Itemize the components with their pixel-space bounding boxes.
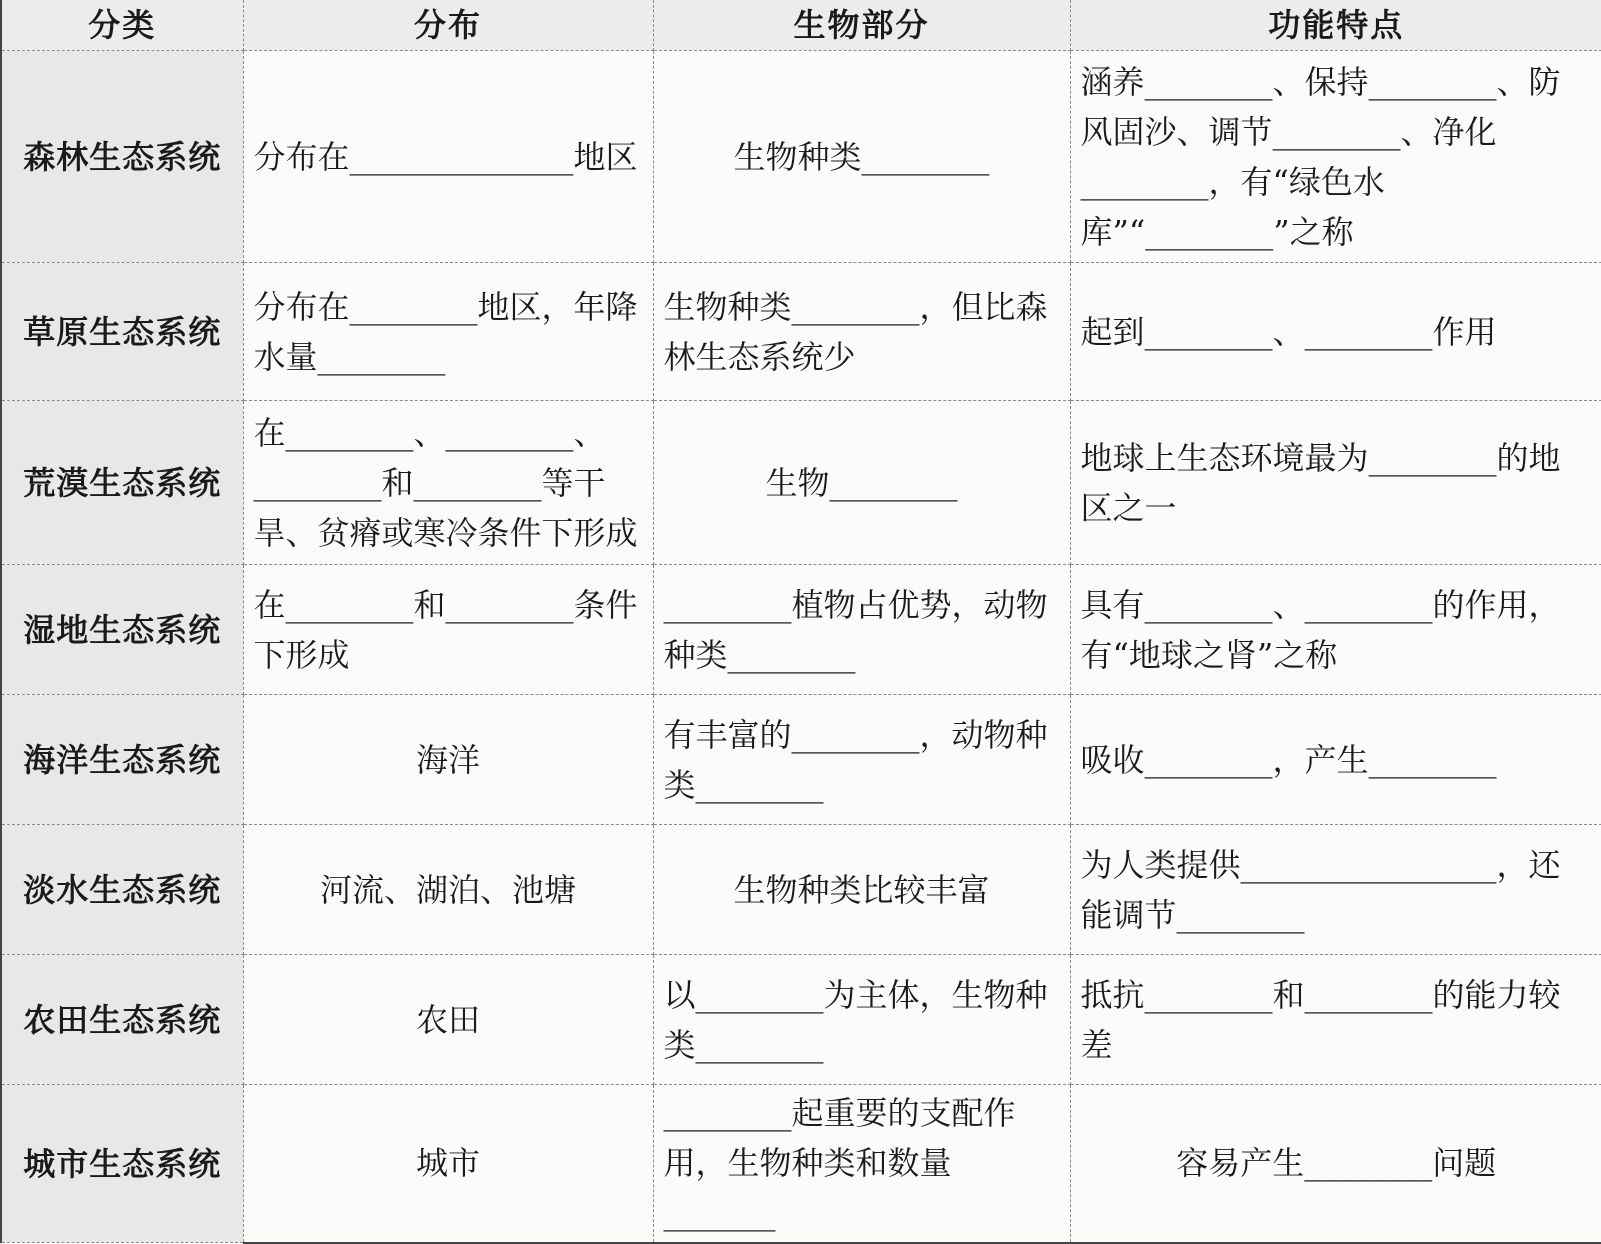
biology-cell: 生物种类________，但比森林生态系统少 — [653, 263, 1070, 401]
biology-cell: 有丰富的________，动物种类________ — [653, 695, 1070, 825]
row-category: 荒漠生态系统 — [1, 401, 243, 565]
row-category: 森林生态系统 — [1, 51, 243, 263]
biology-cell: 生物种类比较丰富 — [653, 825, 1070, 955]
header-category: 分类 — [1, 0, 243, 51]
row-category: 农田生态系统 — [1, 955, 243, 1085]
biology-cell: ________植物占优势，动物种类________ — [653, 565, 1070, 695]
table-row — [1, 955, 1601, 1085]
function-cell: 起到________、________作用 — [1070, 263, 1601, 401]
row-category: 淡水生态系统 — [1, 825, 243, 955]
distribution-cell: 在________、________、________和________等干旱、贫瘠或寒冷条件下形成 — [243, 401, 653, 565]
distribution-cell: 在________和________条件下形成 — [243, 565, 653, 695]
biology-cell: 生物________ — [653, 401, 1070, 565]
header-biology: 生物部分 — [653, 0, 1070, 51]
table-row — [1, 51, 1601, 263]
table-row — [1, 825, 1601, 955]
table-header-row — [1, 0, 1601, 51]
function-cell: 具有________、________的作用，有“地球之肾”之称 — [1070, 565, 1601, 695]
function-cell: 吸收________，产生________ — [1070, 695, 1601, 825]
function-cell: 地球上生态环境最为________的地区之一 — [1070, 401, 1601, 565]
header-function: 功能特点 — [1070, 0, 1601, 51]
row-category: 海洋生态系统 — [1, 695, 243, 825]
table-row — [1, 695, 1601, 825]
table-row — [1, 401, 1601, 565]
table-row — [1, 565, 1601, 695]
function-cell: 涵养________、保持________、防风固沙、调节________、净化________，有“绿色水库”“________”之称 — [1070, 51, 1601, 263]
header-distribution: 分布 — [243, 0, 653, 51]
distribution-cell: 分布在________地区，年降水量________ — [243, 263, 653, 401]
function-cell: 容易产生________问题 — [1070, 1085, 1601, 1243]
distribution-cell: 城市 — [243, 1085, 653, 1243]
row-category: 草原生态系统 — [1, 263, 243, 401]
function-cell: 为人类提供________________，还能调节________ — [1070, 825, 1601, 955]
row-category: 湿地生态系统 — [1, 565, 243, 695]
distribution-cell: 分布在______________地区 — [243, 51, 653, 263]
distribution-cell: 农田 — [243, 955, 653, 1085]
distribution-cell: 河流、湖泊、池塘 — [243, 825, 653, 955]
row-category: 城市生态系统 — [1, 1085, 243, 1243]
biology-cell: 生物种类________ — [653, 51, 1070, 263]
biology-cell: ________起重要的支配作用，生物种类和数量_______ — [653, 1085, 1070, 1243]
table-row — [1, 1085, 1601, 1243]
table-row — [1, 263, 1601, 401]
biology-cell: 以________为主体，生物种类________ — [653, 955, 1070, 1085]
function-cell: 抵抗________和________的能力较差 — [1070, 955, 1601, 1085]
distribution-cell: 海洋 — [243, 695, 653, 825]
